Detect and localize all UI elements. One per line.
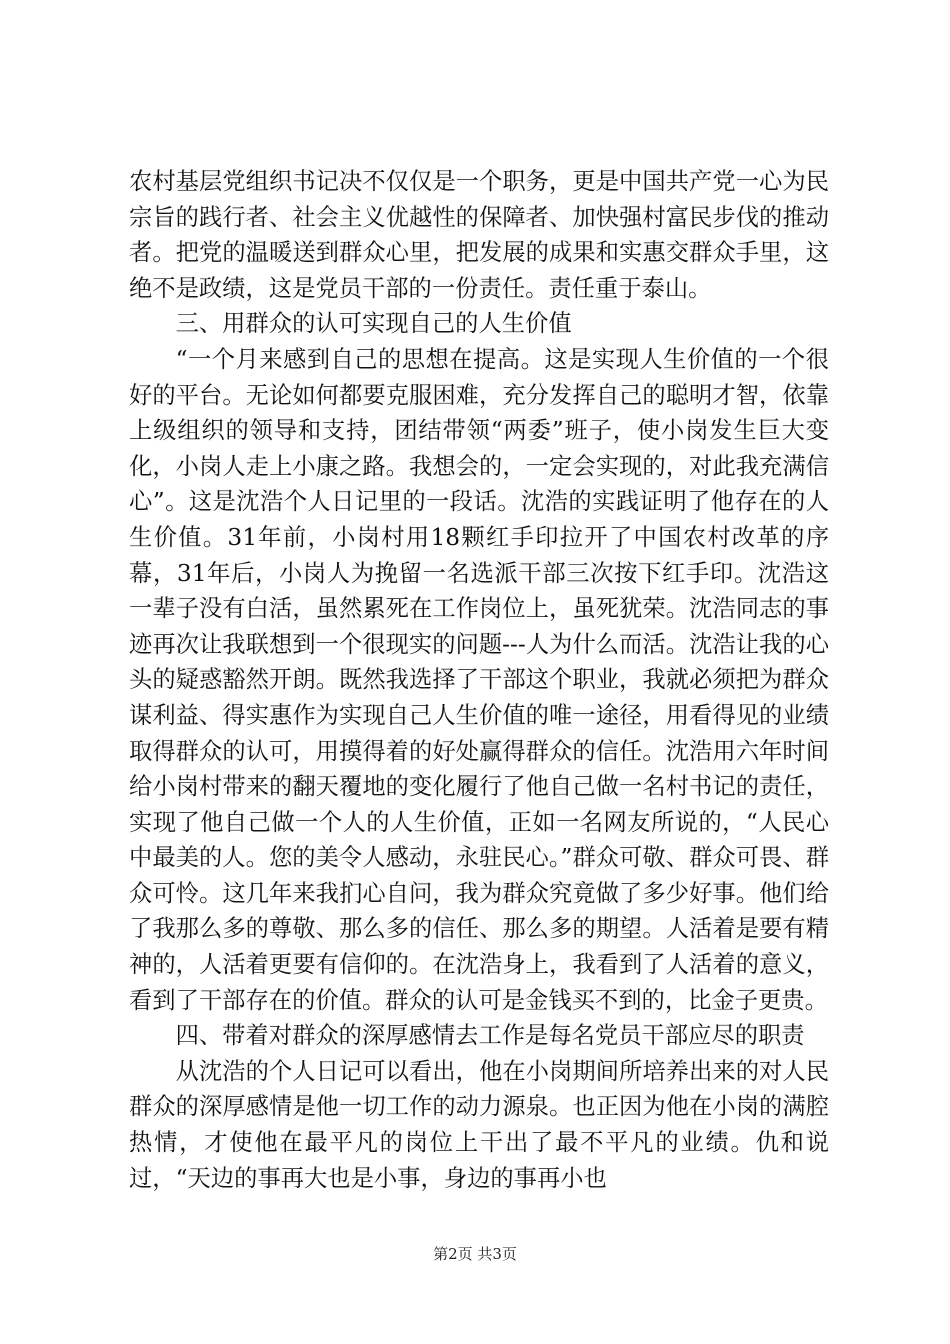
section-heading-four: 四、带着对群众的深厚感情去工作是每名党员干部应尽的职责: [175, 1022, 805, 1050]
paragraph-intro: 农村基层党组织书记决不仅仅是一个职务，更是中国共产党一心为民宗旨的践行者、社会主义优越性的保障者、加快强村富民步伐的推动者。把党的温暖送到群众心里，把发展的成果和实惠交群众手里，这绝不是政绩，这是党员干部的一份责任。责任重于泰山。: [129, 168, 829, 302]
paragraph-section-four: 从沈浩的个人日记可以看出，他在小岗期间所培养出来的对人民群众的深厚感情是他一切工作的动力源泉。也正因为他在小岗的满腔热情，才使他在最平凡的岗位上干出了最不平凡的业绩。仇和说过，“天边的事再大也是小事，身边的事再小也: [129, 1057, 829, 1192]
document-body: [129, 164, 829, 1196]
page-number-footer: 第2页 共3页: [433, 1245, 517, 1263]
section-heading-three: 三、用群众的认可实现自己的人生价值: [175, 310, 572, 338]
paragraph-section-three: “一个月来感到自己的思想在提高。这是实现人生价值的一个很好的平台。无论如何都要克服困难，充分发挥自己的聪明才智，依靠上级组织的领导和支持，团结带领“两委”班子，使小岗发生巨大变化，小岗人走上小康之路。我想会的，一定会实现的，对此我充满信心”。这是沈浩个人日记里的一段话。沈浩的实践证明了他存在的人生价值。31年前，小岗村用18颗红手印拉开了中国农村改革的序幕，31年后，小岗人为挽留一名选派干部三次按下红手印。沈浩这一辈子没有白活，虽然累死在工作岗位上，虽死犹荣。沈浩同志的事迹再次让我联想到一个很现实的问题---人为什么而活。沈浩让我的心头的疑惑豁然开朗。既然我选择了干部这个职业，我就必须把为群众谋利益、得实惠作为实现自己人生价值的唯一途径，用看得见的业绩取得群众的认可，用摸得着的好处赢得群众的信任。沈浩用六年时间给小岗村带来的翻天覆地的变化履行了他自己做一名村书记的责任，实现了他自己做一个人的人生价值，正如一名网友所说的，“人民心中最美的人。您的美令人感动，永驻民心。”群众可敬、群众可畏、群众可怜。这几年来我扪心自问，我为群众究竟做了多少好事。他们给了我那么多的尊敬、那么多的信任、那么多的期望。人活着是要有精神的，人活着更要有信仰的。在沈浩身上，我看到了人活着的意义，看到了干部存在的价值。群众的认可是金钱买不到的，比金子更贵。: [129, 345, 829, 1014]
